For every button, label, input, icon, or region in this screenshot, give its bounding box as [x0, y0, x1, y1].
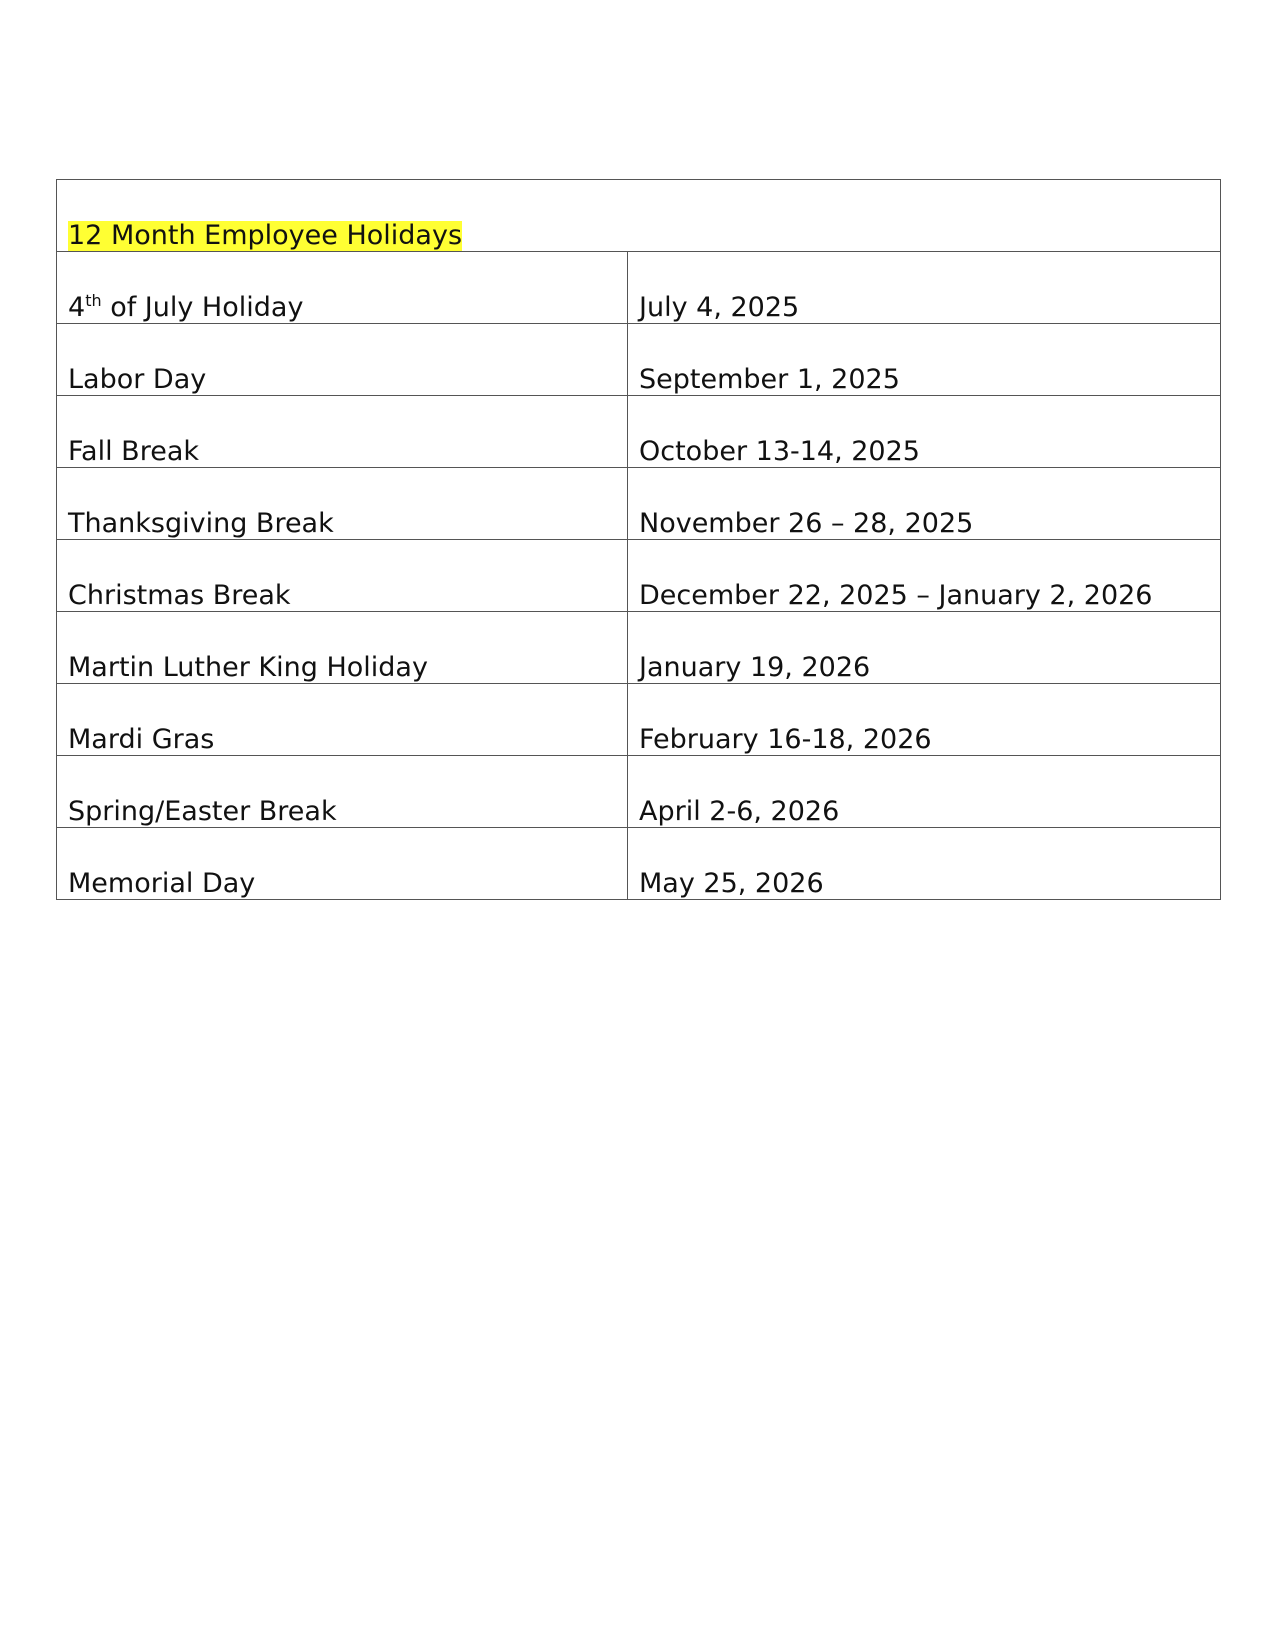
holiday-date-cell: [628, 396, 1221, 468]
holiday-date: February 16-18, 2026: [639, 724, 932, 755]
title-row: [57, 180, 1221, 252]
holiday-name-cell: [57, 324, 628, 396]
holiday-date-cell: [628, 468, 1221, 540]
holiday-date: July 4, 2025: [639, 292, 800, 323]
holiday-name: Martin Luther King Holiday: [68, 652, 428, 683]
holiday-name: Labor Day: [68, 364, 207, 395]
holiday-name-number: 4: [68, 292, 86, 323]
holiday-name-cell: [57, 396, 628, 468]
holiday-date: December 22, 2025 – January 2, 2026: [639, 580, 1153, 611]
holiday-date: September 1, 2025: [639, 364, 900, 395]
holiday-name-suffix: th: [85, 291, 102, 310]
holiday-date-cell: [628, 612, 1221, 684]
holiday-date-cell: [628, 540, 1221, 612]
table-row: [57, 252, 1221, 324]
table-row: [57, 396, 1221, 468]
holiday-name: Spring/Easter Break: [68, 796, 337, 827]
title-cell: [57, 180, 1221, 252]
holiday-name-cell: [57, 540, 628, 612]
holiday-name: Christmas Break: [68, 580, 291, 611]
holiday-name: Thanksgiving Break: [68, 508, 334, 539]
holiday-name-cell: [57, 468, 628, 540]
holiday-date: May 25, 2026: [639, 868, 824, 899]
holiday-date: November 26 – 28, 2025: [639, 508, 974, 539]
table-title: 12 Month Employee Holidays: [68, 220, 463, 251]
holiday-date-cell: [628, 756, 1221, 828]
holiday-table: [56, 179, 1221, 900]
table-row: [57, 828, 1221, 900]
holiday-date: January 19, 2026: [639, 652, 871, 683]
table-row: [57, 468, 1221, 540]
table-row: [57, 612, 1221, 684]
holiday-name-rest: of July Holiday: [101, 292, 304, 323]
holiday-name: [68, 293, 303, 323]
holiday-name: Mardi Gras: [68, 724, 215, 755]
holiday-name: Memorial Day: [68, 868, 256, 899]
holiday-date-cell: [628, 252, 1221, 324]
table-row: [57, 540, 1221, 612]
holiday-name-cell: [57, 756, 628, 828]
holiday-date-cell: [628, 828, 1221, 900]
holiday-name: Fall Break: [68, 436, 200, 467]
holiday-date-cell: [628, 684, 1221, 756]
table-row: [57, 684, 1221, 756]
holiday-name-cell: [57, 684, 628, 756]
holiday-date-cell: [628, 324, 1221, 396]
holiday-name-cell: [57, 612, 628, 684]
table-row: [57, 324, 1221, 396]
holiday-date: October 13-14, 2025: [639, 436, 920, 467]
holiday-name-cell: [57, 252, 628, 324]
table-row: [57, 756, 1221, 828]
holiday-name-cell: [57, 828, 628, 900]
holiday-date: April 2-6, 2026: [639, 796, 840, 827]
